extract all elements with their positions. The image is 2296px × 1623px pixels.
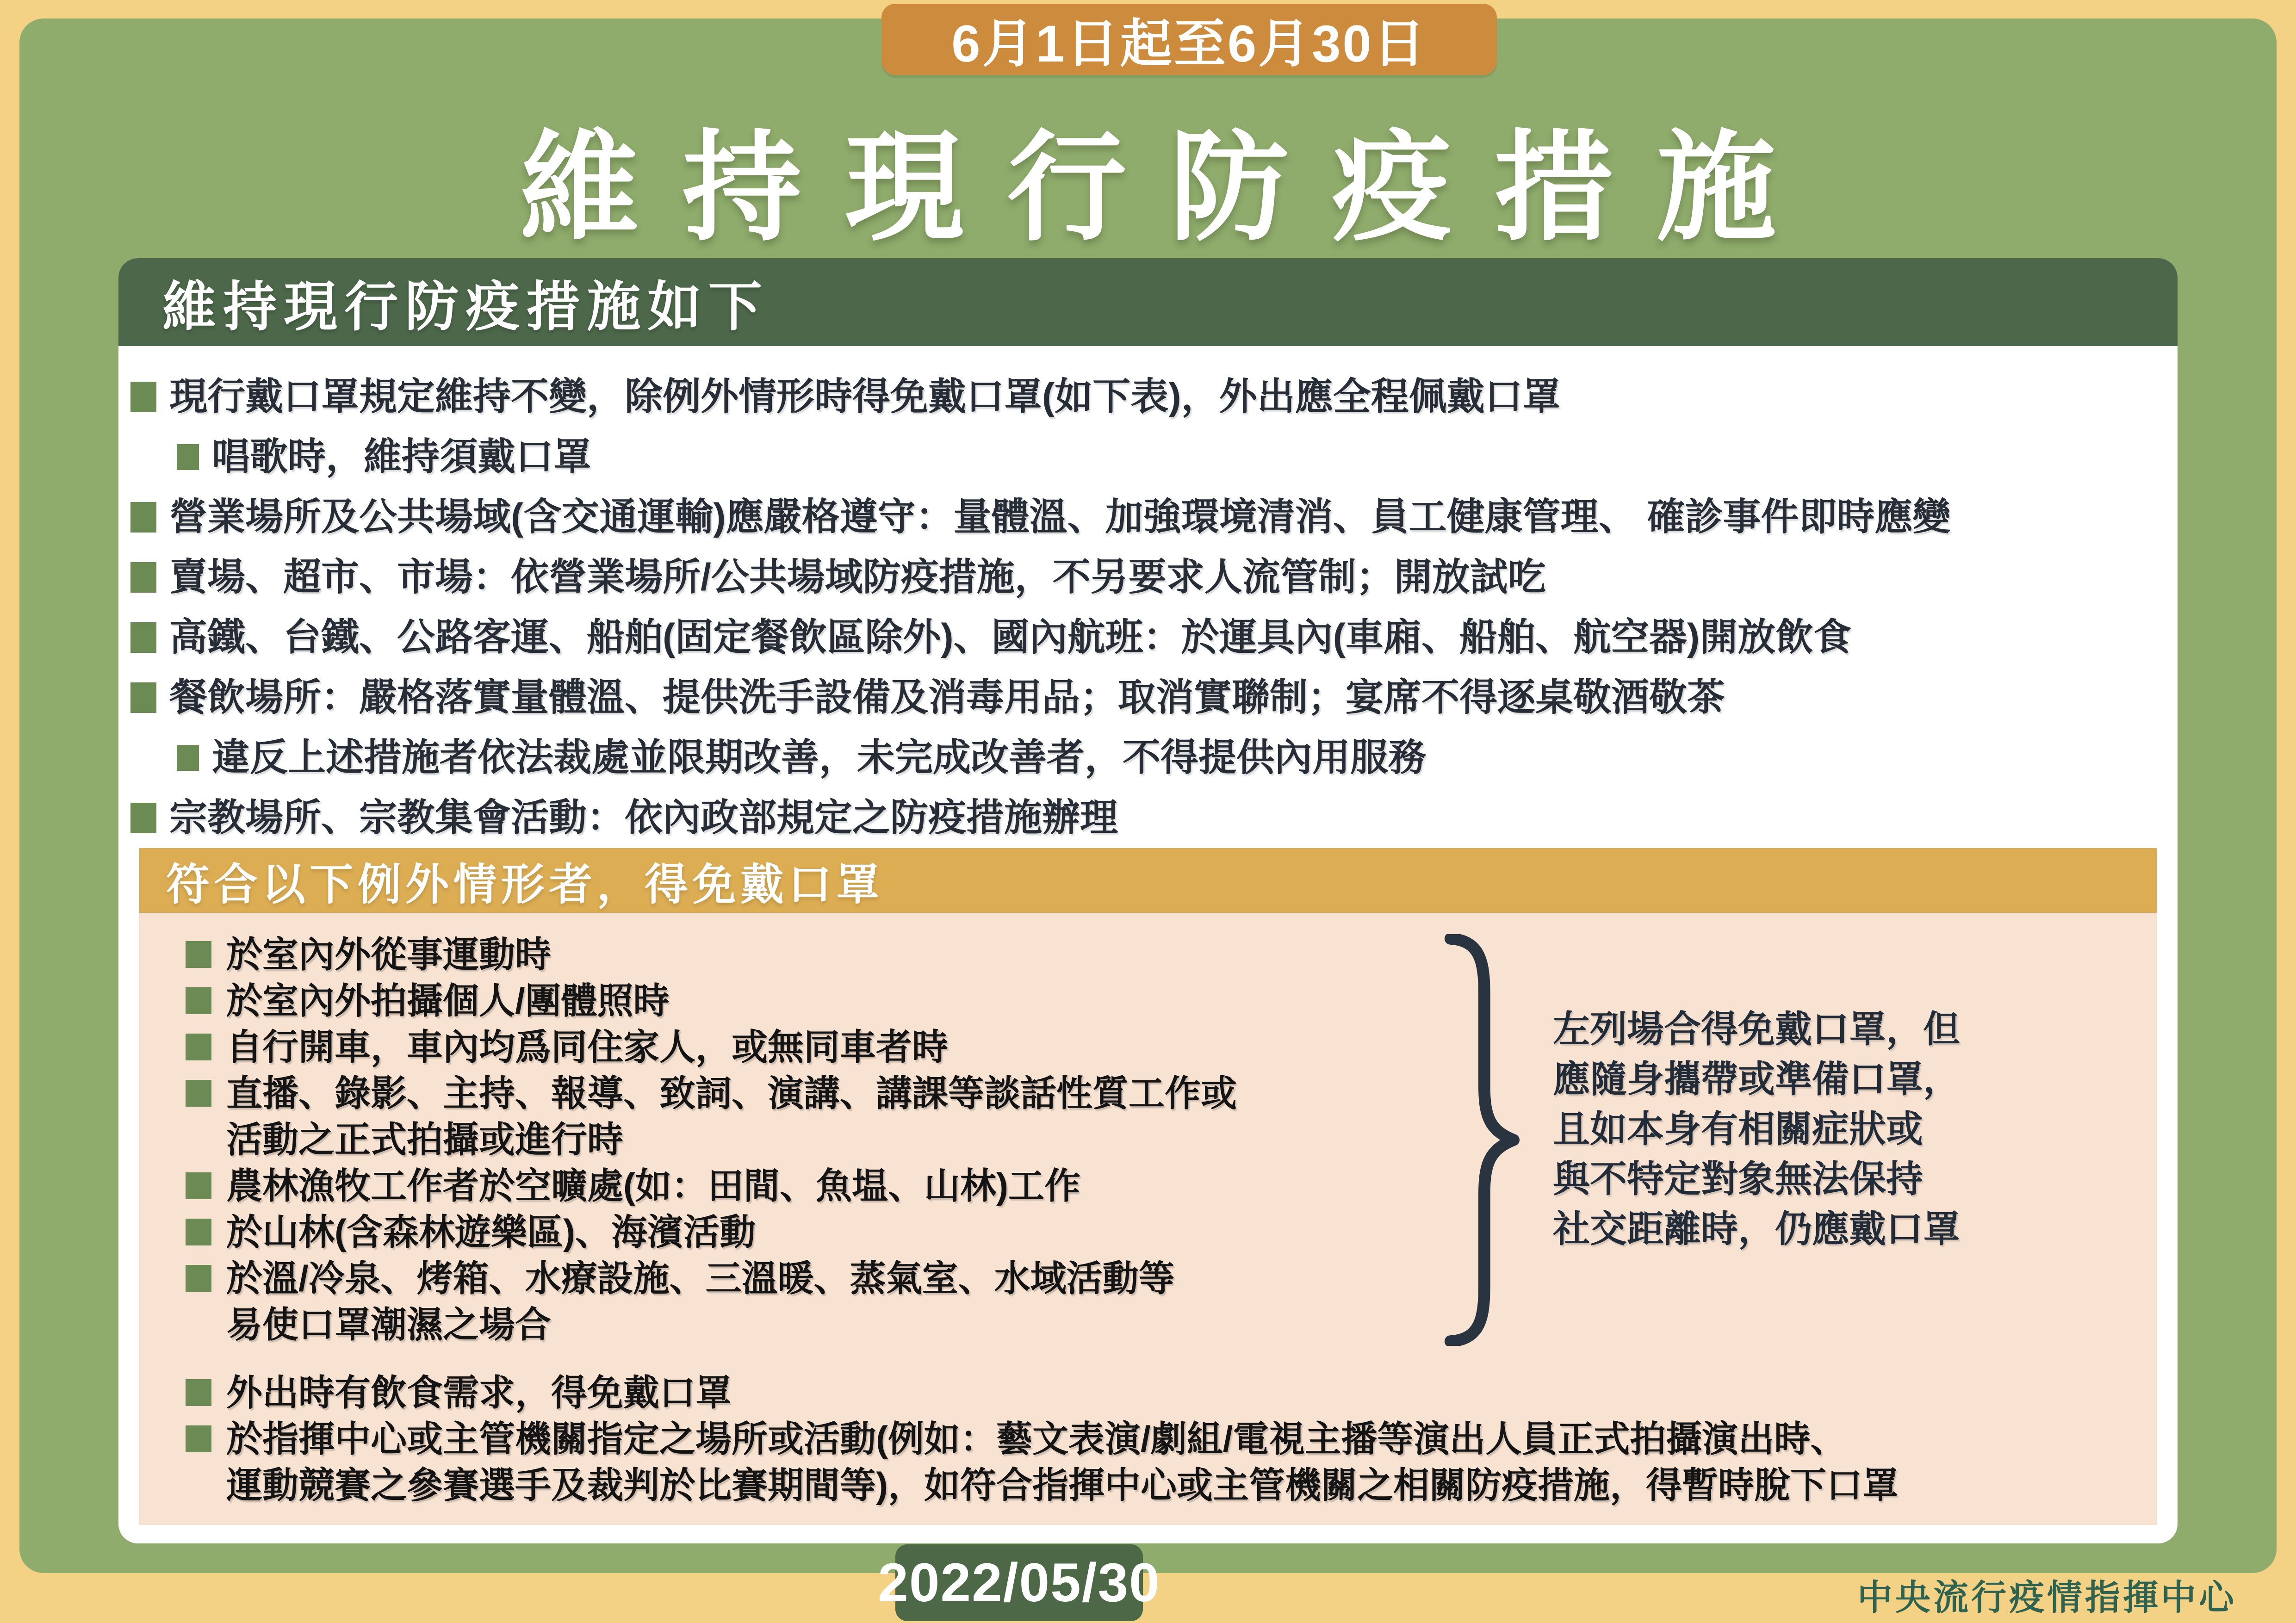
measures-card-header-text: 維持現行防疫措施如下 — [162, 276, 769, 337]
date-badge — [878, 1544, 1160, 1621]
measure-item — [130, 367, 2159, 427]
list-item-text: 外出時有飲食需求，得免戴口罩 — [226, 1372, 732, 1413]
list-item-text: 違反上述措施者依法裁處並限期改善，未完成改善者，不得提供內用服務 — [212, 737, 1427, 779]
measure-item — [130, 487, 2159, 547]
measure-item — [130, 547, 2159, 607]
brace-note-line: 且如本身有相關症狀或 — [1553, 1109, 1923, 1150]
measure-item — [130, 668, 2159, 728]
bullet-square-icon — [186, 1379, 211, 1406]
bullet-square-icon — [177, 745, 199, 771]
list-item-text: 於室內外拍攝個人/團體照時 — [226, 980, 670, 1021]
exception-item — [186, 1255, 1435, 1348]
bullet-square-icon — [130, 682, 156, 713]
date-badge-text: 2022/05/30 — [878, 1552, 1160, 1613]
exception-item — [186, 1369, 2138, 1416]
bullet-square-icon — [186, 941, 211, 968]
bullet-square-icon — [186, 1080, 211, 1107]
exceptions-body — [139, 913, 2157, 1525]
footer-credit: 中央流行疫情指揮中心 — [1857, 1578, 2237, 1617]
brace-note-line: 左列場合得免戴口罩，但 — [1553, 1009, 1960, 1050]
list-item-text: 高鐵、台鐵、公路客運、船舶(固定餐飲區除外)、國內航班：於運具內(車廂、船舶、航空器)開放飲食 — [169, 616, 1852, 658]
exception-item — [186, 1209, 1435, 1255]
list-item-text: 直播、錄影、主持、報導、致詞、演講、講課等談話性質工作或 活動之正式拍攝或進行時 — [226, 1073, 1237, 1160]
bullet-square-icon — [130, 382, 156, 412]
measure-item — [177, 728, 2159, 788]
exception-item — [186, 1416, 2138, 1508]
measures-card-header — [118, 258, 2178, 346]
bullet-square-icon — [130, 502, 156, 533]
list-item-text: 賣場、超市、市場：依營業場所/公共場域防疫措施，不另要求人流管制；開放試吃 — [169, 556, 1546, 598]
exceptions-header — [139, 848, 2157, 913]
list-item-text: 於山林(含森林遊樂區)、海濱活動 — [226, 1212, 756, 1252]
bullet-square-icon — [177, 444, 199, 470]
brace-note — [1553, 1004, 1960, 1254]
exceptions-bottom-list — [186, 1369, 2138, 1508]
exceptions-section — [139, 848, 2157, 1525]
brace-note-line: 與不特定對象無法保持 — [1553, 1158, 1923, 1200]
bullet-square-icon — [186, 1219, 211, 1245]
exception-item — [186, 978, 1435, 1024]
bullet-square-icon — [186, 987, 211, 1014]
measures-list — [118, 346, 2178, 848]
bullet-square-icon — [186, 1034, 211, 1060]
list-item-text: 宗教場所、宗教集會活動：依內政部規定之防疫措施辦理 — [169, 797, 1118, 839]
measures-card — [118, 258, 2178, 1543]
exceptions-header-text: 符合以下例外情形者，得免戴口罩 — [166, 860, 884, 909]
exceptions-braced-list — [186, 931, 1435, 1348]
list-item-text: 現行戴口罩規定維持不變，除例外情形時得免戴口罩(如下表)，外出應全程佩戴口罩 — [169, 376, 1561, 418]
exception-item — [186, 1163, 1435, 1209]
bullet-square-icon — [130, 622, 156, 653]
list-item-text: 農林漁牧工作者於空曠處(如：田間、魚塭、山林)工作 — [226, 1165, 1080, 1206]
exception-item — [186, 931, 1435, 978]
exception-item — [186, 1070, 1435, 1163]
measure-item — [130, 788, 2159, 848]
list-item-text: 於溫/冷泉、烤箱、水療設施、三溫暖、蒸氣室、水域活動等 易使口罩潮濕之場合 — [226, 1258, 1175, 1345]
page-title: 維持現行防疫措施 — [520, 120, 1819, 254]
brace-wrap — [1435, 934, 1527, 1355]
list-item-text: 餐飲場所：嚴格落實量體溫、提供洗手設備及消毒用品；取消實聯制；宴席不得逐桌敬酒敬茶 — [169, 676, 1725, 719]
braced-row — [186, 931, 2138, 1355]
bullet-square-icon — [186, 1265, 211, 1292]
list-item-text: 自行開車，車內均爲同住家人，或無同車者時 — [226, 1027, 949, 1067]
curly-brace-icon — [1435, 934, 1523, 1346]
brace-note-line: 應隨身攜帶或準備口罩， — [1553, 1059, 1960, 1100]
measure-item — [177, 427, 2159, 487]
period-badge-text: 6月1日起至6月30日 — [951, 14, 1427, 73]
bullet-square-icon — [186, 1425, 211, 1452]
measure-item — [130, 607, 2159, 668]
exception-item — [186, 1024, 1435, 1070]
bullet-square-icon — [186, 1172, 211, 1199]
brace-note-line: 社交距離時，仍應戴口罩 — [1553, 1208, 1960, 1250]
list-item-text: 營業場所及公共場域(含交通運輸)應嚴格遵守：量體溫、加強環境清消、員工健康管理、 確診事件即時應變 — [169, 496, 1951, 538]
bullet-square-icon — [130, 803, 156, 833]
list-item-text: 於指揮中心或主管機關指定之場所或活動(例如：藝文表演/劇組/電視主播等演出人員正式拍攝演出時、 運動競賽之參賽選手及裁判於比賽期間等)，如符合指揮中心或主管機關之相關防疫措施，得暫時脫下口罩 — [226, 1419, 1899, 1505]
period-badge — [881, 4, 1497, 75]
list-item-text: 唱歌時，維持須戴口罩 — [212, 436, 592, 478]
bullet-square-icon — [130, 562, 156, 593]
list-item-text: 於室內外從事運動時 — [226, 934, 552, 975]
